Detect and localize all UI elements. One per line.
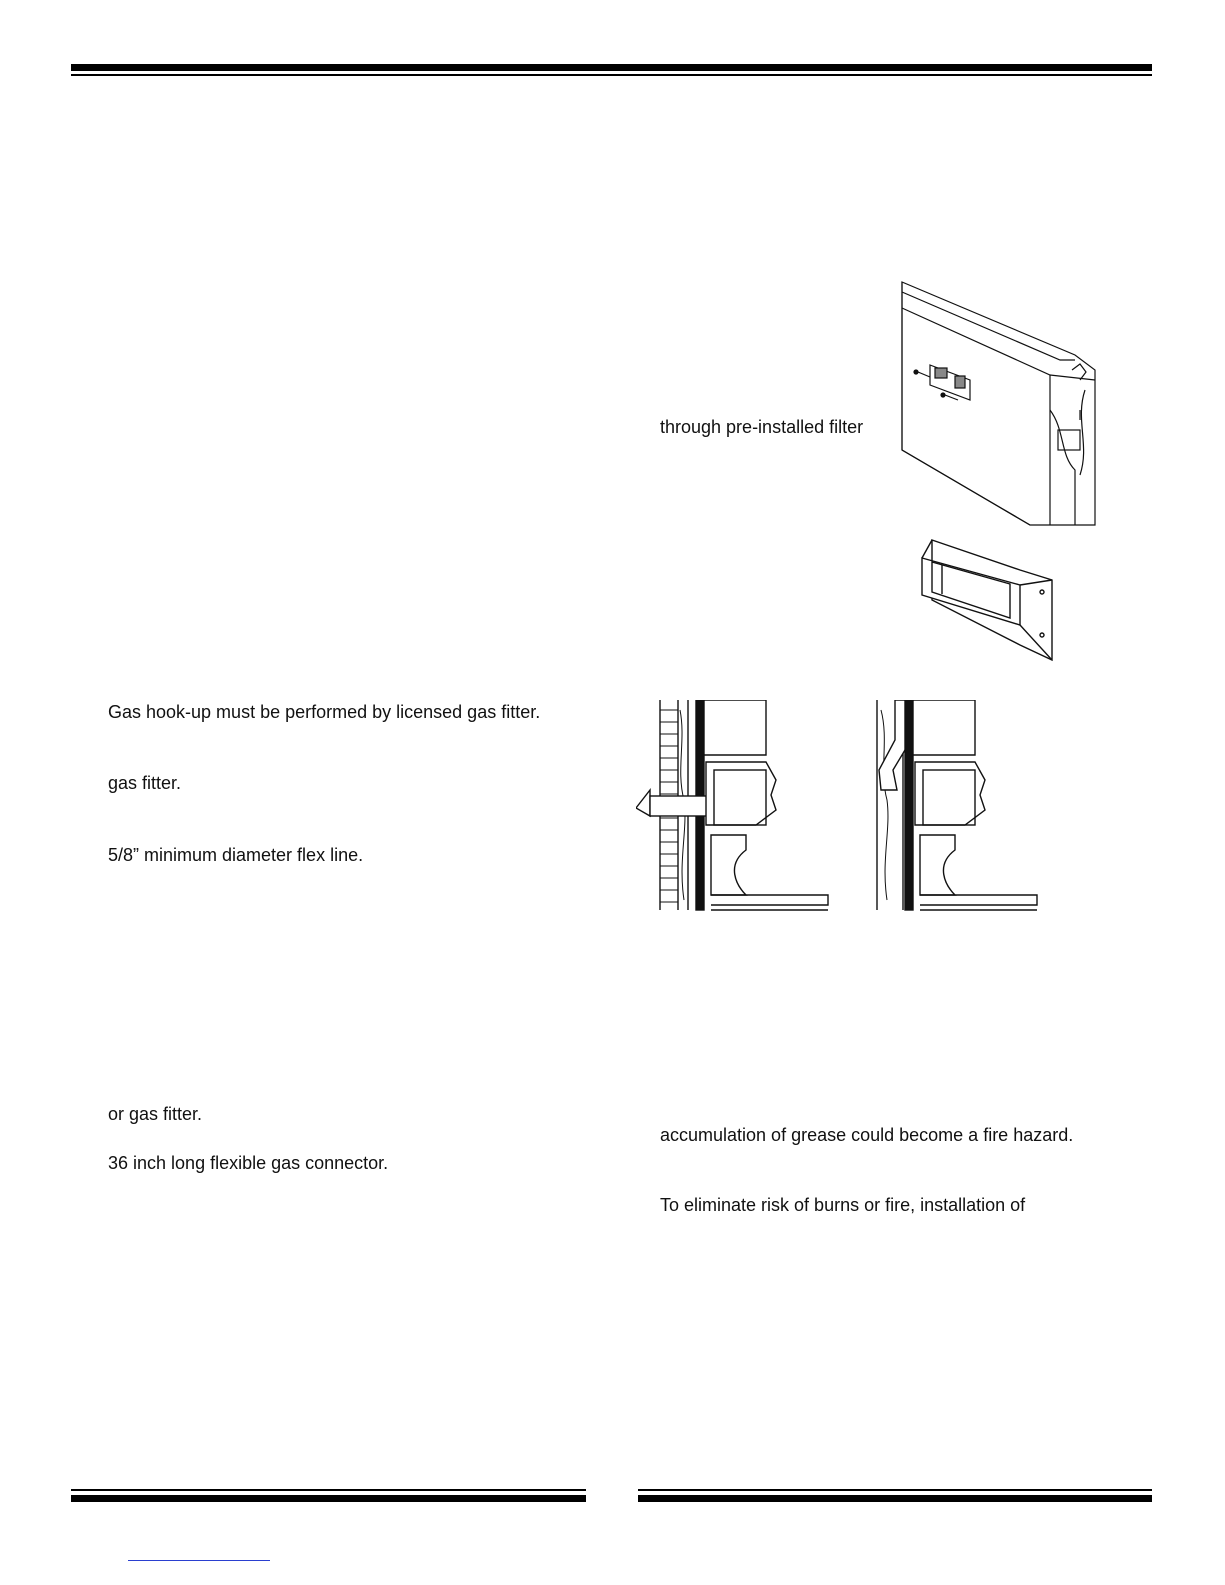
grease-hazard-text: accumulation of grease could become a fire hazard. — [660, 1125, 1074, 1145]
flex-line-text: 5/8” minimum diameter flex line. — [108, 845, 364, 865]
footer-rule-left-thin — [71, 1489, 586, 1491]
burns-warning-text: To eliminate risk of burns or fire, installation of — [660, 1195, 1026, 1215]
connector-text: 36 inch long flexible gas connector. — [108, 1153, 389, 1173]
filter-text: through pre-installed filter — [660, 417, 864, 437]
range-hood-illustration — [900, 280, 1100, 530]
wall-mount-section-drywall — [875, 700, 1055, 915]
footer-rule-left-thick — [71, 1495, 586, 1502]
footer-link-underline[interactable] — [128, 1560, 270, 1561]
footer-rule-right-thin — [638, 1489, 1152, 1491]
header-rule-thick — [71, 64, 1152, 71]
gas-hookup-text: Gas hook-up must be performed by licensed gas fitter. — [108, 702, 541, 722]
header-rule-thin — [71, 74, 1152, 76]
wall-mount-section-brick — [636, 700, 846, 915]
footer-rule-right-thick — [638, 1495, 1152, 1502]
duct-transition-illustration — [920, 530, 1060, 665]
or-gas-fitter-text: or gas fitter. — [108, 1104, 203, 1124]
gas-fitter-text: gas fitter. — [108, 773, 182, 793]
